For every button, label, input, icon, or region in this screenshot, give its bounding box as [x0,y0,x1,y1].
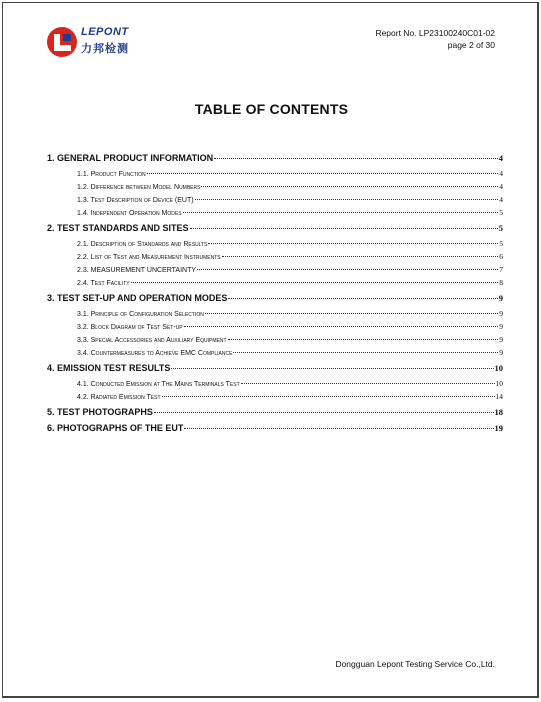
toc-subsection-label: 3.4. Countermeasures to Achieve EMC Compliance [77,350,233,357]
toc-leader-dots [208,243,498,244]
toc-subsection-label: 4.2. Radiated Emission Test [77,394,161,401]
toc-subsection[interactable] [47,335,503,348]
company-logo [45,25,165,61]
logo-wordmark: LEPONT [81,26,129,38]
toc-subsection-page: 4 [499,195,503,204]
toc-subsection-label: 3.3. Special Accessories and Auxiliary Equipment [77,337,227,344]
toc-leader-dots [228,339,499,340]
toc-subsection-page: 7 [499,265,503,274]
toc-leader-dots [201,186,498,187]
toc-subsection-page: 6 [499,252,503,261]
toc-subsection-page: 9 [499,309,503,318]
toc-leader-dots [222,256,499,257]
toc-subsection-label: 1.2. Difference between Model Numbers [77,184,201,191]
toc-leader-dots [171,368,493,369]
toc-section-page: 18 [494,407,503,417]
toc-subsection[interactable] [47,265,503,278]
toc-subsection-page: 9 [499,335,503,344]
toc-leader-dots [183,212,499,213]
toc-subsection-label: 3.1. Principle of Configuration Selection [77,311,204,318]
toc-subsection[interactable] [47,195,503,208]
toc-subsection-label: 4.1. Conducted Emission at The Mains Terminals Test [77,381,240,388]
toc-subsection-page: 10 [495,379,503,388]
toc-subsection[interactable] [47,182,503,195]
toc-section-page: 5 [498,223,503,233]
toc-subsection-page: 4 [499,169,503,178]
toc-section[interactable] [47,223,503,237]
toc-subsection-page: 5 [499,208,503,217]
toc-section-label: 4. EMISSION TEST RESULTS [47,363,171,373]
toc-leader-dots [184,428,493,429]
toc-section-label: 3. TEST SET-UP AND OPERATION MODES [47,293,228,303]
toc-section[interactable] [47,293,503,307]
toc-subsection-label: 2.4. Test Facility [77,280,130,287]
toc-subsection[interactable] [47,169,503,182]
document-page [2,2,539,698]
toc-section-label: 2. TEST STANDARDS AND SITES [47,223,189,233]
toc-subsection[interactable] [47,348,503,361]
logo-chinese-name: 力邦检测 [81,43,129,55]
toc-subsection-label: 1.3. Test Description of Device (EUT) [77,197,194,204]
toc-leader-dots [205,313,498,314]
toc-section-page: 10 [494,363,503,373]
toc-subsection[interactable] [47,208,503,221]
toc-leader-dots [214,158,498,159]
toc-leader-dots [241,383,495,384]
toc-subsection[interactable] [47,278,503,291]
toc-leader-dots [154,412,494,413]
table-of-contents [47,153,503,439]
toc-section[interactable] [47,153,503,167]
toc-subsection-page: 14 [495,392,503,401]
toc-subsection-page: 9 [499,322,503,331]
toc-section-page: 19 [494,423,503,433]
toc-subsection-page: 9 [499,348,503,357]
toc-subsection-page: 5 [499,239,503,248]
toc-leader-dots [184,326,499,327]
lepont-logo-icon [45,25,79,59]
page-title: TABLE OF CONTENTS [194,101,349,117]
toc-subsection-label: 2.3. MEASUREMENT UNCERTAINTY [77,267,197,274]
toc-section[interactable] [47,423,503,437]
toc-subsection-page: 8 [499,278,503,287]
toc-section-page: 4 [498,153,503,163]
toc-section-label: 6. PHOTOGRAPHS OF THE EUT [47,423,184,433]
toc-subsection[interactable] [47,322,503,335]
toc-leader-dots [195,199,499,200]
toc-subsection-label: 2.1. Description of Standards and Results [77,241,208,248]
toc-subsection-label: 3.2. Block Diagram of Test Set-up [77,324,183,331]
toc-leader-dots [197,269,498,270]
toc-subsection[interactable] [47,239,503,252]
toc-subsection-label: 2.2. List of Test and Measurement Instruments [77,254,221,261]
toc-section-label: 1. GENERAL PRODUCT INFORMATION [47,153,214,163]
toc-subsection-label: 1.1. Product Function [77,171,146,178]
footer-company: Dongguan Lepont Testing Service Co.,Ltd. [335,659,495,669]
toc-leader-dots [131,282,499,283]
toc-subsection[interactable] [47,392,503,405]
toc-section[interactable] [47,407,503,421]
toc-subsection[interactable] [47,309,503,322]
toc-section-page: 9 [498,293,503,303]
toc-subsection[interactable] [47,252,503,265]
toc-subsection[interactable] [47,379,503,392]
toc-leader-dots [228,298,497,299]
toc-leader-dots [233,352,498,353]
toc-section-label: 5. TEST PHOTOGRAPHS [47,407,153,417]
toc-leader-dots [190,228,498,229]
toc-leader-dots [162,396,495,397]
toc-subsection-label: 1.4. Independent Operation Modes [77,210,182,217]
toc-section[interactable] [47,363,503,377]
report-number: Report No. LP23100240C01-02 [375,28,495,38]
toc-leader-dots [147,173,499,174]
page-number: page 2 of 30 [447,40,495,50]
toc-subsection-page: 4 [499,182,503,191]
